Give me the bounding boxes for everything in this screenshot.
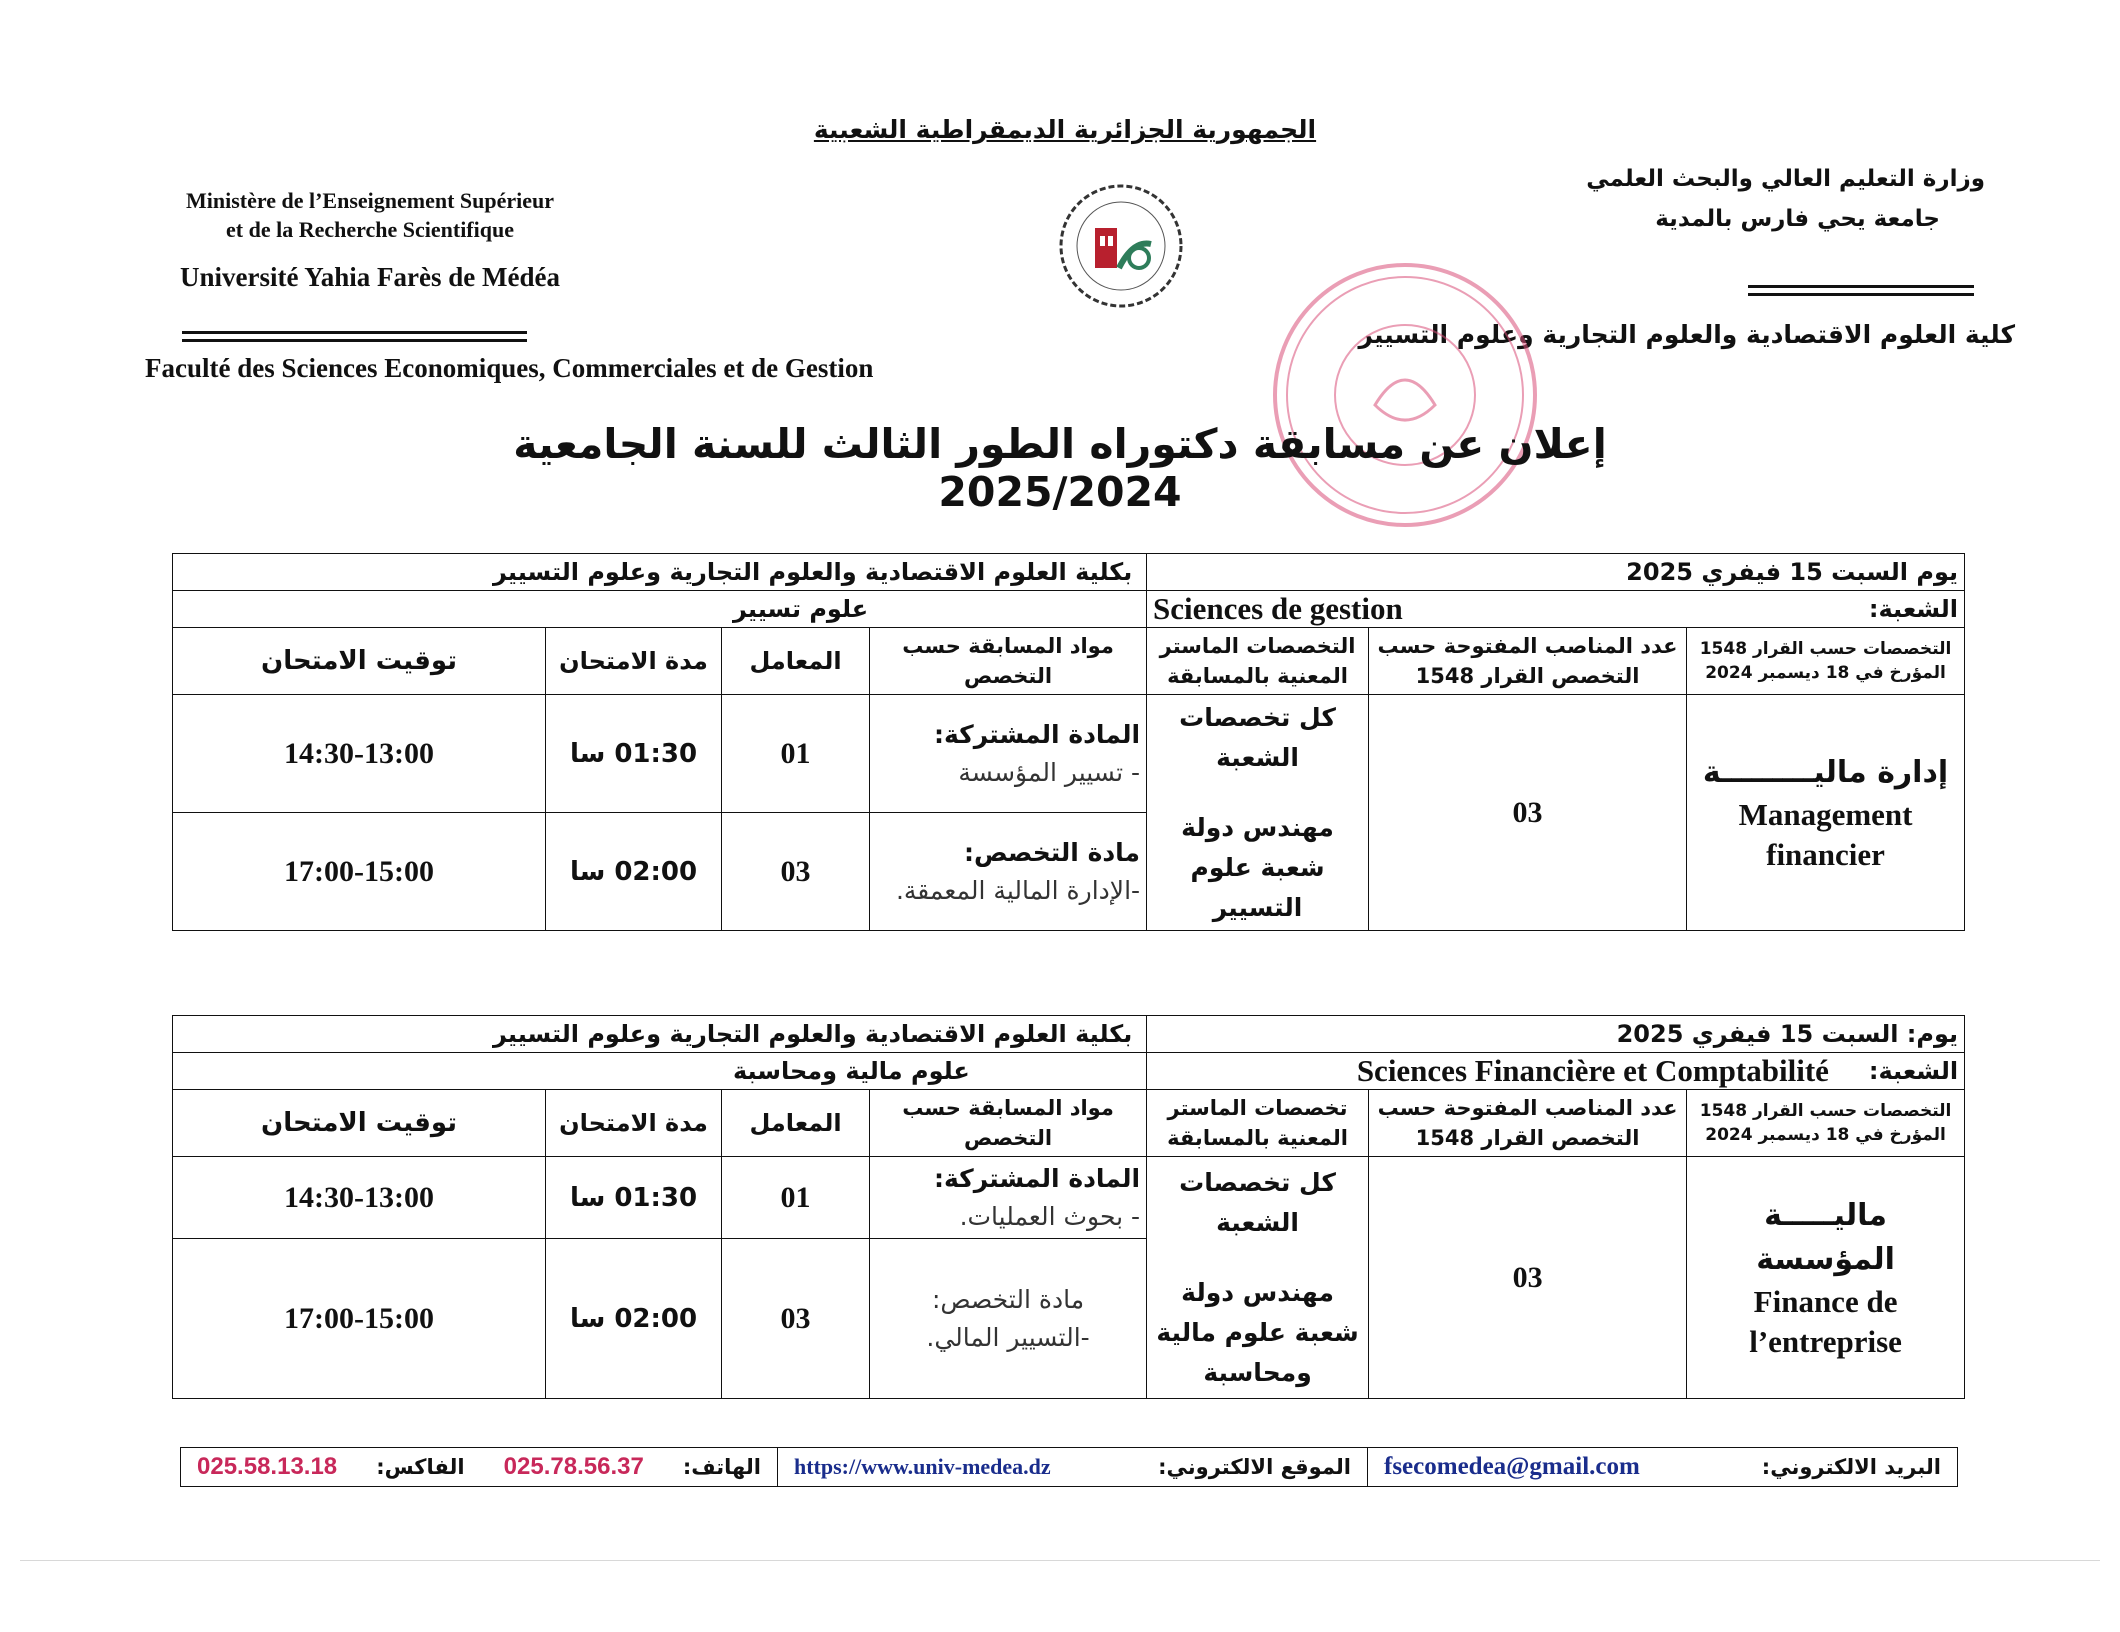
subject-specialty-title: مادة التخصص: — [963, 837, 1141, 867]
fr-faculty: Faculté des Sciences Economiques, Commerciales et de Gestion — [145, 353, 874, 383]
col-subjects: مواد المسابقة حسب التخصص — [870, 628, 1147, 695]
website-link[interactable]: https://www.univ-medea.dz — [794, 1454, 1051, 1479]
shuba-ar: علوم مالية ومحاسبة — [173, 1053, 1147, 1090]
col-master: تخصصات الماستر المعنية بالمسابقة — [1147, 1090, 1369, 1157]
shuba-ar: علوم تسيير — [173, 591, 1147, 628]
shuba-label: الشعبة: — [1868, 595, 1959, 623]
website-label: الموقع الالكتروني: — [1158, 1455, 1351, 1479]
email-link[interactable]: fsecomedea@gmail.com — [1384, 1453, 1640, 1480]
subject-common-title: المادة المشتركة: — [934, 1163, 1141, 1193]
fax-number: 025.58.13.18 — [197, 1453, 338, 1480]
fr-ministry-line2: et de la Recherche Scientifique — [226, 217, 514, 242]
timing-1: 14:30-13:00 — [173, 1157, 546, 1239]
specialty-fr: Finance de l’entreprise — [1749, 1283, 1902, 1359]
col-timing: توقيت الامتحان — [173, 1090, 546, 1157]
phone-fax-cell — [181, 1448, 777, 1486]
exam-date: يوم السبت 15 فيفري 2025 — [1147, 554, 1965, 591]
ar-university: جامعة يحي فارس بالمدية — [1655, 206, 1940, 232]
duration-1: 01:30 سا — [546, 1157, 722, 1239]
specialty-ar: إدارة ماليـــــــــة — [1702, 754, 1949, 790]
republic-heading: الجمهورية الجزائرية الديمقراطية الشعبية — [813, 115, 1317, 144]
positions-value: 03 — [1369, 1157, 1687, 1399]
fr-ministry-line1: Ministère de l’Enseignement Supérieur — [185, 188, 555, 213]
coef-2: 03 — [722, 1239, 870, 1399]
col-master: التخصصات الماستر المعنية بالمسابقة — [1147, 628, 1369, 695]
subject-common-item: - بحوث العمليات. — [959, 1201, 1141, 1231]
master-item-1: كل تخصصات الشعبة — [1179, 702, 1336, 772]
timing-2: 17:00-15:00 — [173, 1239, 546, 1399]
phone-label: الهاتف: — [682, 1455, 761, 1479]
university-logo-icon — [1055, 180, 1187, 312]
master-item-2: مهندس دولة شعبة علوم مالية ومحاسبة — [1156, 1277, 1359, 1387]
subject-common-item: - تسيير المؤسسة — [958, 757, 1141, 787]
master-cell — [1147, 1157, 1369, 1399]
col-timing: توقيت الامتحان — [173, 628, 546, 695]
exam-place: بكلية العلوم الاقتصادية والعلوم التجارية وعلوم التسيير — [173, 554, 1147, 591]
subject-common — [870, 1157, 1147, 1239]
subject-common-title: المادة المشتركة: — [934, 719, 1141, 749]
page-bottom-rule — [20, 1560, 2100, 1561]
col-duration: مدة الامتحان — [546, 628, 722, 695]
schedule-table-2 — [172, 1015, 1965, 1399]
ar-ministry: وزارة التعليم العالي والبحث العلمي — [1586, 166, 1985, 192]
duration-2: 02:00 سا — [546, 813, 722, 931]
col-specialties: التخصصات حسب القرار 1548 المؤرخ في 18 ديسمبر 2024 — [1687, 1090, 1965, 1157]
timing-2: 17:00-15:00 — [173, 813, 546, 931]
subject-specialty-title: مادة التخصص: — [931, 1284, 1085, 1314]
specialty-cell — [1687, 695, 1965, 931]
subject-common — [870, 695, 1147, 813]
shuba-cell — [1147, 591, 1965, 628]
coef-1: 01 — [722, 695, 870, 813]
col-duration: مدة الامتحان — [546, 1090, 722, 1157]
email-cell — [1367, 1448, 1957, 1486]
duration-1: 01:30 سا — [546, 695, 722, 813]
fax-label: الفاكس: — [376, 1455, 465, 1479]
specialty-fr: Management financier — [1738, 796, 1913, 872]
subject-specialty-item: -الإدارة المالية المعمقة. — [895, 875, 1141, 905]
master-item-2: مهندس دولة شعبة علوم التسيير — [1181, 812, 1334, 922]
announcement-title: إعلان عن مسابقة دكتوراه الطور الثالث للسنة الجامعية 2025/2024 — [513, 420, 1607, 516]
shuba-cell — [1147, 1053, 1965, 1090]
schedule-table-1 — [172, 553, 1965, 931]
col-coefficient: المعامل — [722, 628, 870, 695]
fr-university: Université Yahia Farès de Médéa — [180, 262, 560, 292]
col-positions: عدد المناصب المفتوحة حسب التخصص القرار 1548 — [1369, 1090, 1687, 1157]
col-positions: عدد المناصب المفتوحة حسب التخصص القرار 1548 — [1369, 628, 1687, 695]
master-item-1: كل تخصصات الشعبة — [1179, 1167, 1336, 1237]
col-subjects: مواد المسابقة حسب التخصص — [870, 1090, 1147, 1157]
double-rule-right — [1748, 285, 1974, 296]
shuba-label: الشعبة: — [1868, 1057, 1959, 1085]
subject-specialty-item: -التسيير المالي. — [926, 1322, 1090, 1352]
positions-value: 03 — [1369, 695, 1687, 931]
timing-1: 14:30-13:00 — [173, 695, 546, 813]
double-rule-left — [182, 331, 527, 342]
subject-specialty — [870, 813, 1147, 931]
col-coefficient: المعامل — [722, 1090, 870, 1157]
subject-specialty — [870, 1239, 1147, 1399]
col-specialties: التخصصات حسب القرار 1548 المؤرخ في 18 ديسمبر 2024 — [1687, 628, 1965, 695]
contact-footer — [180, 1447, 1958, 1487]
email-label: البريد الالكتروني: — [1761, 1455, 1941, 1479]
specialty-cell — [1687, 1157, 1965, 1399]
website-cell — [777, 1448, 1367, 1486]
ar-faculty: كلية العلوم الاقتصادية والعلوم التجارية وعلوم التسيير — [1358, 320, 2015, 349]
duration-2: 02:00 سا — [546, 1239, 722, 1399]
shuba-fr: Sciences Financière et Comptabilité — [1356, 1053, 1829, 1088]
master-cell — [1147, 695, 1369, 931]
specialty-ar: ماليـــــة المؤسسة — [1756, 1197, 1895, 1277]
coef-2: 03 — [722, 813, 870, 931]
exam-date: يوم: السبت 15 فيفري 2025 — [1147, 1016, 1965, 1053]
phone-number: 025.78.56.37 — [503, 1453, 644, 1480]
exam-place: بكلية العلوم الاقتصادية والعلوم التجارية وعلوم التسيير — [173, 1016, 1147, 1053]
coef-1: 01 — [722, 1157, 870, 1239]
shuba-fr: Sciences de gestion — [1153, 591, 1403, 626]
